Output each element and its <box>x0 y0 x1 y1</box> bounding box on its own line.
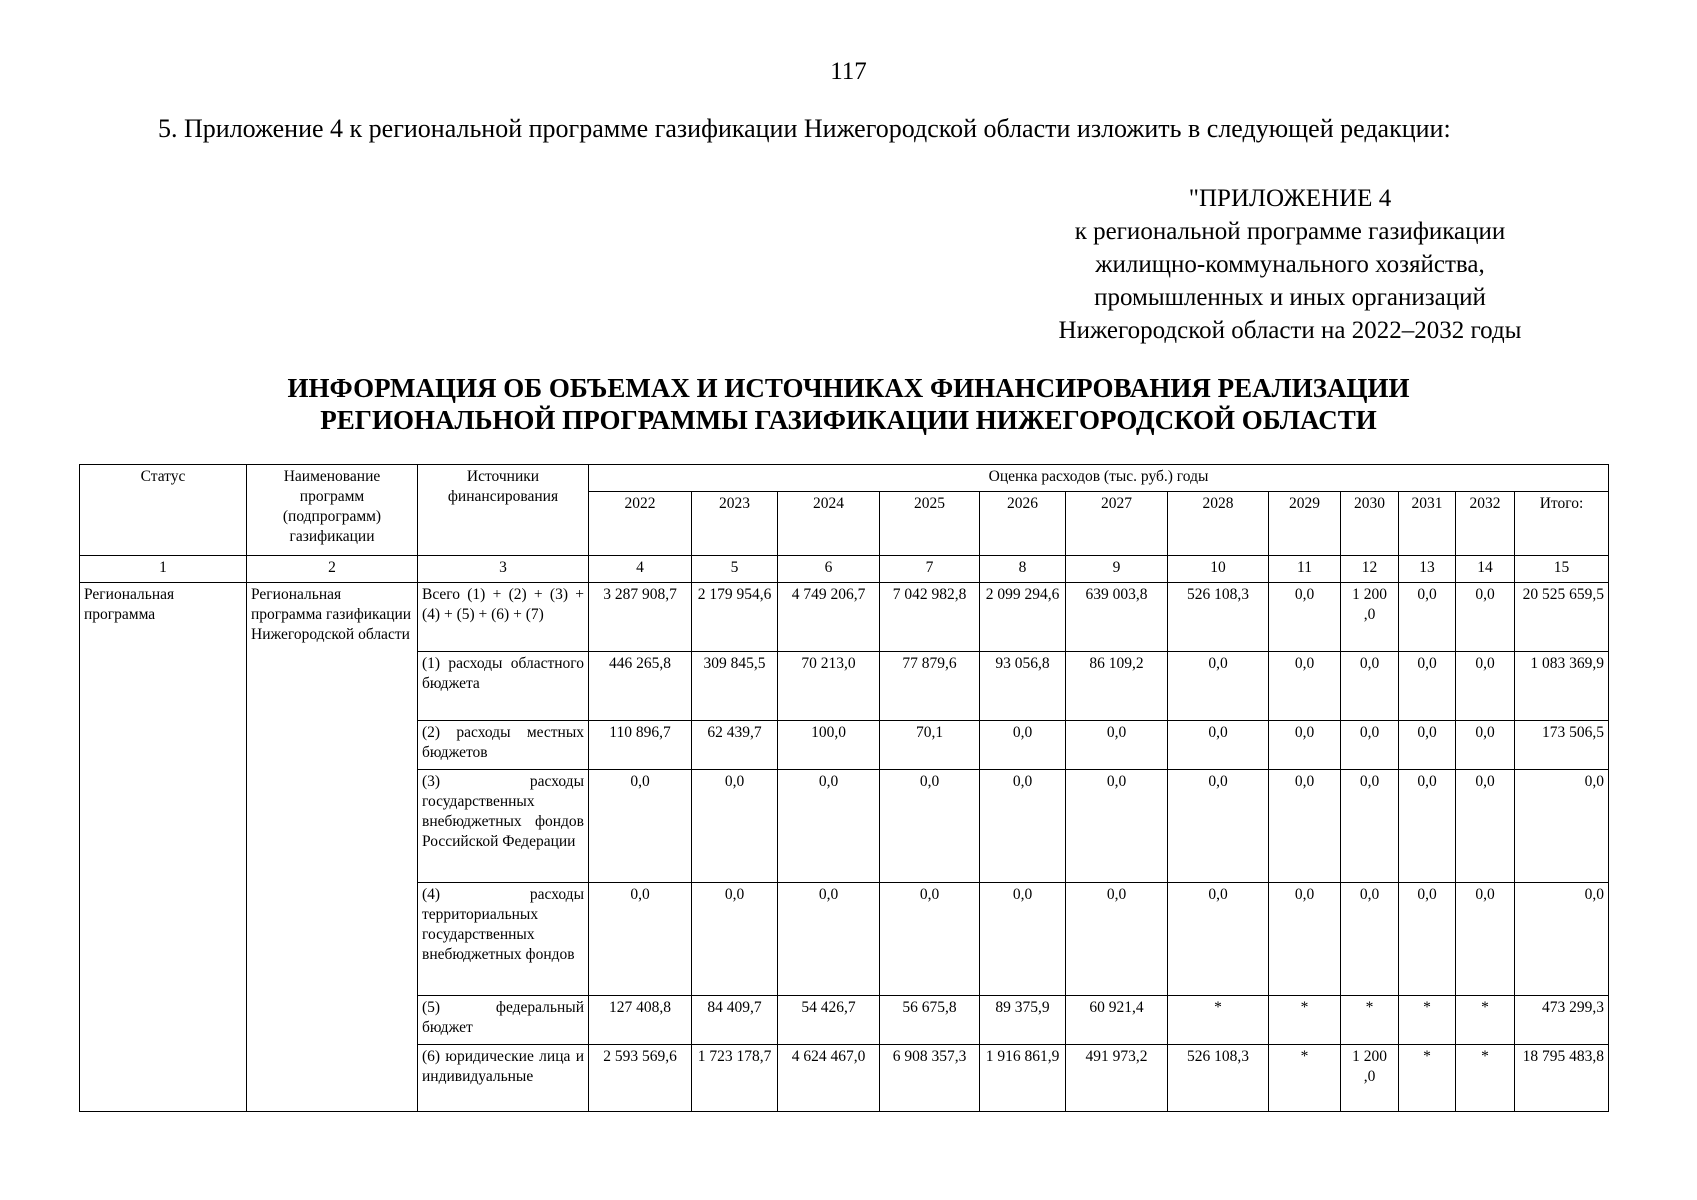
value-cell: 2 593 569,6 <box>589 1045 692 1112</box>
title-line: РЕГИОНАЛЬНОЙ ПРОГРАММЫ ГАЗИФИКАЦИИ НИЖЕГОРОДСКОЙ ОБЛАСТИ <box>320 405 1377 435</box>
header-program-name: Наименование программ (подпрограмм) газификации <box>247 465 418 556</box>
value-cell: * <box>1269 1045 1341 1112</box>
value-cell: 6 908 357,3 <box>880 1045 980 1112</box>
header-year: 2027 <box>1066 492 1168 556</box>
column-number: 15 <box>1515 556 1609 583</box>
value-cell: 1 200 ,0 <box>1341 1045 1399 1112</box>
appendix-header <box>990 182 1590 347</box>
header-status: Статус <box>80 465 247 556</box>
value-cell: 0,0 <box>589 883 692 996</box>
value-cell: 93 056,8 <box>980 652 1066 721</box>
value-cell: 3 287 908,7 <box>589 583 692 652</box>
header-year: 2032 <box>1456 492 1515 556</box>
column-number: 8 <box>980 556 1066 583</box>
value-cell: 0,0 <box>1269 770 1341 883</box>
value-cell: 0,0 <box>1456 652 1515 721</box>
title-line: ИНФОРМАЦИЯ ОБ ОБЪЕМАХ И ИСТОЧНИКАХ ФИНАНСИРОВАНИЯ РЕАЛИЗАЦИИ <box>287 373 1410 403</box>
value-cell: 0,0 <box>692 883 778 996</box>
value-cell: 0,0 <box>1456 583 1515 652</box>
header-year: 2026 <box>980 492 1066 556</box>
value-cell: 0,0 <box>1399 770 1456 883</box>
value-cell: 0,0 <box>1399 583 1456 652</box>
value-cell: 0,0 <box>692 770 778 883</box>
value-cell: 0,0 <box>1168 770 1269 883</box>
column-number: 2 <box>247 556 418 583</box>
column-number: 11 <box>1269 556 1341 583</box>
intro-paragraph: 5. Приложение 4 к региональной программе газификации Нижегородской области изложить в следующей редакции: <box>158 114 1451 143</box>
column-number-row <box>80 556 1609 583</box>
source-cell: (4) расходы территориальных государственных внебюджетных фондов <box>418 883 589 996</box>
column-number: 9 <box>1066 556 1168 583</box>
value-cell: 20 525 659,5 <box>1515 583 1609 652</box>
value-cell: 70,1 <box>880 721 980 770</box>
source-cell: (2) расходы местных бюджетов <box>418 721 589 770</box>
value-cell: 0,0 <box>1341 883 1399 996</box>
value-cell: 0,0 <box>1168 721 1269 770</box>
value-cell: 60 921,4 <box>1066 996 1168 1045</box>
appendix-line: "ПРИЛОЖЕНИЕ 4 <box>1188 185 1392 212</box>
status-cell: Региональная программа <box>80 583 247 1112</box>
value-cell: 2 179 954,6 <box>692 583 778 652</box>
value-cell: * <box>1399 1045 1456 1112</box>
table-body <box>80 583 1609 1112</box>
value-cell: 2 099 294,6 <box>980 583 1066 652</box>
value-cell: 0,0 <box>1399 721 1456 770</box>
header-year: 2029 <box>1269 492 1341 556</box>
header-year: Итого: <box>1515 492 1609 556</box>
source-cell: (3) расходы государственных внебюджетных фондов Российской Федерации <box>418 770 589 883</box>
column-number: 13 <box>1399 556 1456 583</box>
column-number: 5 <box>692 556 778 583</box>
value-cell: 84 409,7 <box>692 996 778 1045</box>
value-cell: 110 896,7 <box>589 721 692 770</box>
value-cell: 0,0 <box>1515 770 1609 883</box>
program-name-cell: Региональная программа газификации Нижегородской области <box>247 583 418 1112</box>
source-cell: (5) федеральный бюджет <box>418 996 589 1045</box>
value-cell: * <box>1341 996 1399 1045</box>
column-number: 1 <box>80 556 247 583</box>
value-cell: 0,0 <box>1269 721 1341 770</box>
value-cell: 0,0 <box>1456 770 1515 883</box>
source-cell: (1) расходы областного бюджета <box>418 652 589 721</box>
header-year: 2025 <box>880 492 980 556</box>
financing-table <box>79 464 1609 1112</box>
value-cell: 54 426,7 <box>778 996 880 1045</box>
value-cell: 56 675,8 <box>880 996 980 1045</box>
value-cell: 473 299,3 <box>1515 996 1609 1045</box>
appendix-line: Нижегородской области на 2022–2032 годы <box>1058 317 1522 344</box>
header-year: 2024 <box>778 492 880 556</box>
value-cell: 0,0 <box>1269 583 1341 652</box>
value-cell: 86 109,2 <box>1066 652 1168 721</box>
document-title <box>0 372 1697 436</box>
column-number: 4 <box>589 556 692 583</box>
value-cell: 1 723 178,7 <box>692 1045 778 1112</box>
value-cell: 0,0 <box>778 883 880 996</box>
value-cell: 0,0 <box>1066 721 1168 770</box>
value-cell: 18 795 483,8 <box>1515 1045 1609 1112</box>
value-cell: 62 439,7 <box>692 721 778 770</box>
value-cell: 0,0 <box>880 883 980 996</box>
value-cell: 0,0 <box>1399 883 1456 996</box>
column-number: 12 <box>1341 556 1399 583</box>
value-cell: 7 042 982,8 <box>880 583 980 652</box>
value-cell: 526 108,3 <box>1168 1045 1269 1112</box>
source-cell: (6) юридические лица и индивидуальные <box>418 1045 589 1112</box>
value-cell: 491 973,2 <box>1066 1045 1168 1112</box>
column-number: 10 <box>1168 556 1269 583</box>
header-year: 2028 <box>1168 492 1269 556</box>
value-cell: 0,0 <box>1269 652 1341 721</box>
value-cell: 173 506,5 <box>1515 721 1609 770</box>
value-cell: 639 003,8 <box>1066 583 1168 652</box>
value-cell: 0,0 <box>1341 770 1399 883</box>
source-cell: Всего (1) + (2) + (3) + (4) + (5) + (6) + (7) <box>418 583 589 652</box>
value-cell: 0,0 <box>1456 721 1515 770</box>
column-number: 3 <box>418 556 589 583</box>
value-cell: 1 200 ,0 <box>1341 583 1399 652</box>
value-cell: 0,0 <box>1341 721 1399 770</box>
value-cell: 309 845,5 <box>692 652 778 721</box>
value-cell: 0,0 <box>880 770 980 883</box>
value-cell: 127 408,8 <box>589 996 692 1045</box>
value-cell: * <box>1399 996 1456 1045</box>
value-cell: 0,0 <box>1168 883 1269 996</box>
value-cell: 1 916 861,9 <box>980 1045 1066 1112</box>
header-row <box>80 465 1609 492</box>
value-cell: * <box>1269 996 1341 1045</box>
value-cell: 0,0 <box>1066 883 1168 996</box>
header-estimate: Оценка расходов (тыс. руб.) годы <box>589 465 1609 492</box>
appendix-line: промышленных и иных организаций <box>1094 284 1486 311</box>
appendix-line: к региональной программе газификации <box>1074 218 1506 245</box>
value-cell: 0,0 <box>589 770 692 883</box>
header-sources: Источники финансирования <box>418 465 589 556</box>
value-cell: 1 083 369,9 <box>1515 652 1609 721</box>
header-year: 2023 <box>692 492 778 556</box>
header-year: 2022 <box>589 492 692 556</box>
value-cell: 100,0 <box>778 721 880 770</box>
value-cell: 4 749 206,7 <box>778 583 880 652</box>
appendix-line: жилищно-коммунального хозяйства, <box>1095 251 1485 278</box>
value-cell: * <box>1456 996 1515 1045</box>
value-cell: 0,0 <box>1515 883 1609 996</box>
header-year: 2031 <box>1399 492 1456 556</box>
value-cell: 0,0 <box>1269 883 1341 996</box>
value-cell: 0,0 <box>1399 652 1456 721</box>
value-cell: 0,0 <box>1066 770 1168 883</box>
column-number: 6 <box>778 556 880 583</box>
column-number: 14 <box>1456 556 1515 583</box>
value-cell: 70 213,0 <box>778 652 880 721</box>
value-cell: 77 879,6 <box>880 652 980 721</box>
value-cell: 0,0 <box>980 721 1066 770</box>
value-cell: 446 265,8 <box>589 652 692 721</box>
value-cell: 0,0 <box>980 770 1066 883</box>
table-row <box>80 583 1609 652</box>
value-cell: 526 108,3 <box>1168 583 1269 652</box>
column-number: 7 <box>880 556 980 583</box>
header-year: 2030 <box>1341 492 1399 556</box>
value-cell: 0,0 <box>1168 652 1269 721</box>
value-cell: * <box>1168 996 1269 1045</box>
value-cell: * <box>1456 1045 1515 1112</box>
value-cell: 0,0 <box>1341 652 1399 721</box>
value-cell: 0,0 <box>778 770 880 883</box>
page-number: 117 <box>830 58 867 85</box>
value-cell: 0,0 <box>1456 883 1515 996</box>
value-cell: 4 624 467,0 <box>778 1045 880 1112</box>
value-cell: 89 375,9 <box>980 996 1066 1045</box>
value-cell: 0,0 <box>980 883 1066 996</box>
